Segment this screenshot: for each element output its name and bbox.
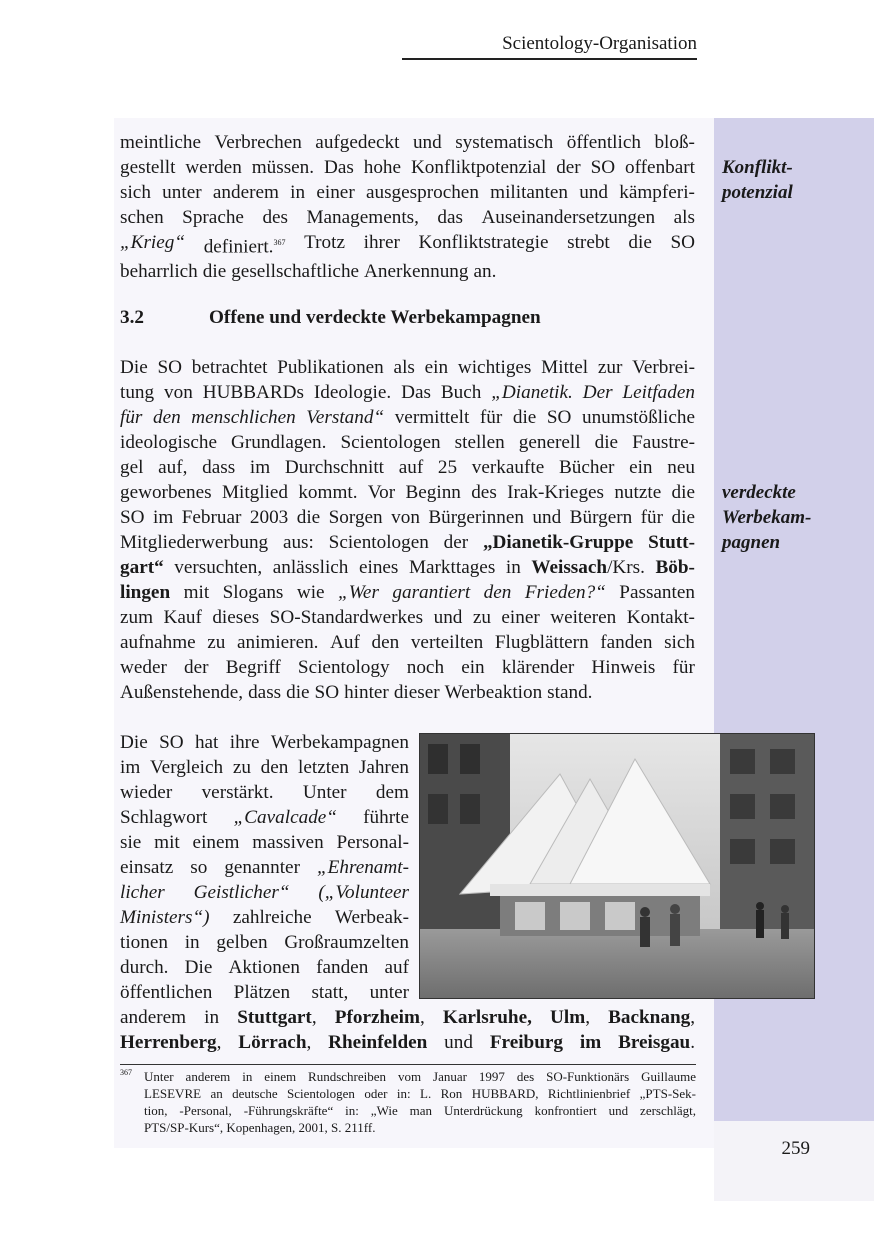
footnote [120, 1068, 696, 1136]
margin-note-verdeckte-werbekampagnen: verdeckte Werbekam- pagnen [722, 482, 812, 553]
page-number: 259 [781, 1138, 810, 1159]
section-title: Offene und verdeckte Werbekampagnen [209, 307, 541, 328]
section-heading [120, 305, 541, 330]
paragraph-campaigns-cont: anderem in Stuttgart, Pforzheim, Karlsruhe, Ulm, Backnang, Herrenberg, Lörrach, Rheinfelden und Freiburg im Breisgau. [120, 1007, 695, 1053]
page-number-background [714, 1121, 874, 1201]
paragraph-campaigns: Die SO hat ihre Werbekampagnen im Vergleich zu den letzten Jahren wieder verstärkt. Unter dem Schlagwort „Cavalcade“ führte sie mit einem massiven Personal- einsatz so genannter „Ehrenamt- licher Geistlicher“ („Volunteer Ministers“) zahlreiche Werbeak- tionen in gelben Großraumzelten durch. Die Aktionen fanden auf öffentlichen Plätzen statt, unter [120, 732, 409, 1003]
footnote-rule [120, 1064, 696, 1065]
section-number: 3.2 [120, 307, 144, 328]
margin-note-konfliktpotenzial: Konflikt- potenzial [722, 157, 793, 203]
footnote-marker: 367 [120, 1068, 132, 1077]
footnote-line: PTS/SP-Kurs“, Kopenhagen, 2001, S. 211ff. [144, 1120, 376, 1135]
footnote-line: Unter anderem in einem Rundschreiben vom Januar 1997 des SO-Funktionärs Guillaume [144, 1069, 696, 1084]
running-header: Scientology-Organisation [402, 33, 697, 60]
paragraph-conflict: meintliche Verbrechen aufgedeckt und systematisch öffentlich bloß- gestellt werden müssen. Das hohe Konfliktpotenzial der SO offenbart sich unter anderem in einer ausgesprochen militanten und kämpferi- schen Sprache des Managements, das Auseinandersetzungen als „Krieg“ definiert.$^{367}$ Trotz ihrer Konfliktstrategie strebt die SO beharrlich die gesellschaftliche Anerkennung an. [120, 132, 695, 283]
footnote-line: LESEVRE an deutsche Scientologen oder in: L. Ron HUBBARD, Richtlinienbrief „PTS-Sek- [144, 1086, 696, 1101]
footnote-line: tion, -Personal, -Führungskräfte“ in: „Wie man Unterdrückung konfrontiert und zerschlägt, [144, 1103, 696, 1118]
tent-photo [419, 733, 815, 999]
paragraph-publications: Die SO betrachtet Publikationen als ein wichtiges Mittel zur Verbrei- tung von HUBBARDs Ideologie. Das Buch „Dianetik. Der Leitfaden für den menschlichen Verstand“ vermittelt für die SO unumstößliche ideologische Grundlagen. Scientologen stellen generell die Faustre- gel auf, dass im Durchschnitt auf 25 verkaufte Bücher ein neu geworbenes Mitglied kommt. Vor Beginn des Irak-Krieges nutzte die SO im Februar 2003 die Sorgen von Bürgerinnen und Bürgern für die Mitgliederwerbung aus: Scientologen der „Dianetik-Gruppe Stutt- gart“ versuchten, anlässlich eines Markttages in Weissach/Krs. Böb- lingen mit Slogans wie „Wer garantiert den Frieden?“ Passanten zum Kauf dieses SO-Standardwerkes und zu einer weiteren Kontakt- aufnahme zu animieren. Auf den verteilten Flugblättern fanden sich weder der Begriff Scientology noch ein klärender Hinweis für Außenstehende, dass die SO hinter dieser Werbeaktion stand. [120, 357, 695, 703]
